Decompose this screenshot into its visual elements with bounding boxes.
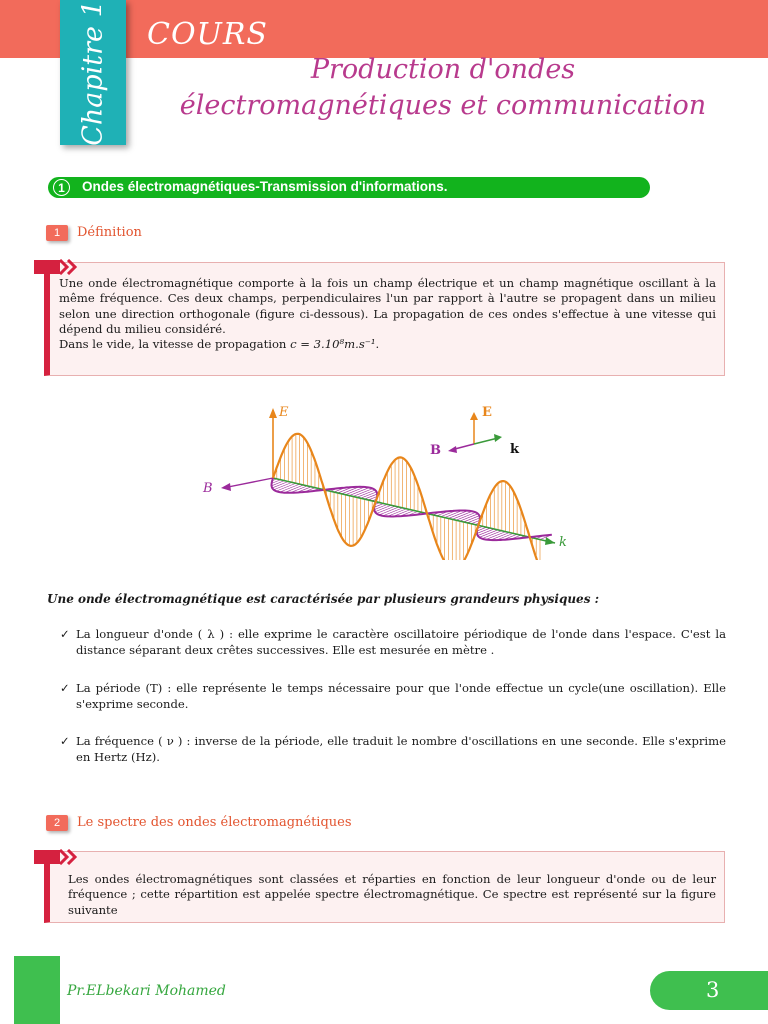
magnetic-hatch-line xyxy=(482,531,502,539)
check-icon: ✓ xyxy=(60,734,70,748)
bullet-period xyxy=(60,681,726,712)
magnetic-hatch-line xyxy=(353,489,373,497)
magnetic-hatch-line xyxy=(477,528,490,533)
magnetic-hatch-line xyxy=(486,532,506,540)
chapter-tab xyxy=(60,0,126,145)
chapter-label: Chapitre 1 xyxy=(77,0,109,146)
magnetic-hatch-line xyxy=(468,518,480,523)
speed-formula: c = 3.10⁸m.s⁻¹ xyxy=(290,337,376,352)
section-1-bar xyxy=(48,177,650,198)
footer-green-block xyxy=(14,956,60,1024)
legend-k-axis xyxy=(474,438,498,444)
bullet-text: La fréquence ( ν ) : inverse de la période, elle traduit le nombre d'oscillations en une seconde. Elle s'exprime en Hertz (Hz). xyxy=(76,734,726,764)
label-b: B xyxy=(203,481,213,496)
subsection-2-title: Le spectre des ondes électromagnétiques xyxy=(77,815,352,830)
magnetic-hatch-line xyxy=(280,484,300,492)
spectrum-box xyxy=(44,851,725,923)
bullet-frequency xyxy=(60,734,726,765)
spectrum-paragraph: Les ondes électromagnétiques sont classées et réparties en fonction de leur longueur d'onde ou de leur fréquence ; cette répartition est appelée spectre électromagnétique. Ce spectre est représenté sur la figure suivante xyxy=(68,872,716,917)
magnetic-hatch-line xyxy=(452,511,472,519)
definition-paragraph: Une onde électromagnétique comporte à la fois un champ électrique et un champ magnétique oscillant à la même fréquence. Ces deux champs, perpendiculaires l'un par rapport à l'autre se propagent dans un milieu selon une direction orthogonale (figure ci-dessous). La propagation de ces ondes s'effectue à une vitesse qui dépend du milieu considéré. xyxy=(59,276,716,336)
magnetic-hatch-line xyxy=(456,512,476,520)
legend-label-k: k xyxy=(510,442,520,457)
cours-label: COURS xyxy=(147,17,268,52)
check-icon: ✓ xyxy=(60,681,70,695)
page-number: 3 xyxy=(706,978,720,1002)
definition-box xyxy=(44,262,725,376)
e-axis-arrowhead xyxy=(269,408,277,418)
label-k: k xyxy=(559,535,567,550)
magnetic-hatch-line xyxy=(349,488,369,496)
box-arrow-icon xyxy=(34,849,80,865)
magnetic-hatch-line xyxy=(374,504,387,509)
b-axis-arrowhead xyxy=(221,483,231,491)
em-wave-figure xyxy=(195,400,575,560)
magnetic-hatch-line xyxy=(272,481,285,486)
definition-speed xyxy=(59,337,716,352)
label-e: E xyxy=(279,405,289,420)
section-1-title: Ondes électromagnétiques-Transmission d'informations. xyxy=(82,179,448,194)
page-title xyxy=(150,52,736,124)
legend-label-e: E xyxy=(482,405,492,420)
legend-k-arrowhead xyxy=(494,434,502,442)
subsection-1-title: Définition xyxy=(77,225,142,240)
legend-b-arrowhead xyxy=(448,446,457,453)
magnetic-hatch-line xyxy=(365,494,378,499)
bullet-text: La période (T) : elle représente le temps nécessaire pour que l'onde effectue un cycle(une oscillation). Elle s'exprime seconde. xyxy=(76,681,726,711)
legend-e-arrowhead xyxy=(470,412,478,420)
b-axis xyxy=(223,478,273,488)
title-line-2: électromagnétiques et communication xyxy=(179,90,707,121)
section-1-number: 1 xyxy=(53,179,70,196)
box-arrow-icon xyxy=(34,259,80,275)
subsection-1-badge: 1 xyxy=(46,225,68,241)
propagation-arrowhead xyxy=(545,537,555,545)
subsection-2-badge: 2 xyxy=(46,815,68,831)
magnetic-hatch-line xyxy=(379,507,399,515)
speed-prefix: Dans le vide, la vitesse de propagation xyxy=(59,337,291,352)
legend-label-b: B xyxy=(430,443,441,458)
bullet-wavelength xyxy=(60,627,726,658)
magnetic-hatch-line xyxy=(276,483,296,491)
author-name: Pr.ELbekari Mohamed xyxy=(67,983,226,999)
check-icon: ✓ xyxy=(60,627,70,641)
magnetic-hatch-line xyxy=(383,508,403,516)
bullet-text: La longueur d'onde ( λ ) : elle exprime le caractère oscillatoire périodique de l'onde dans l'espace. C'est la distance séparant deux crêtes successives. Elle est mesurée en mètre . xyxy=(76,627,726,657)
title-line-1: Production d'ondes xyxy=(310,54,576,85)
speed-suffix: . xyxy=(375,337,380,352)
characteristics-intro: Une onde électromagnétique est caractérisée par plusieurs grandeurs physiques : xyxy=(47,592,600,606)
